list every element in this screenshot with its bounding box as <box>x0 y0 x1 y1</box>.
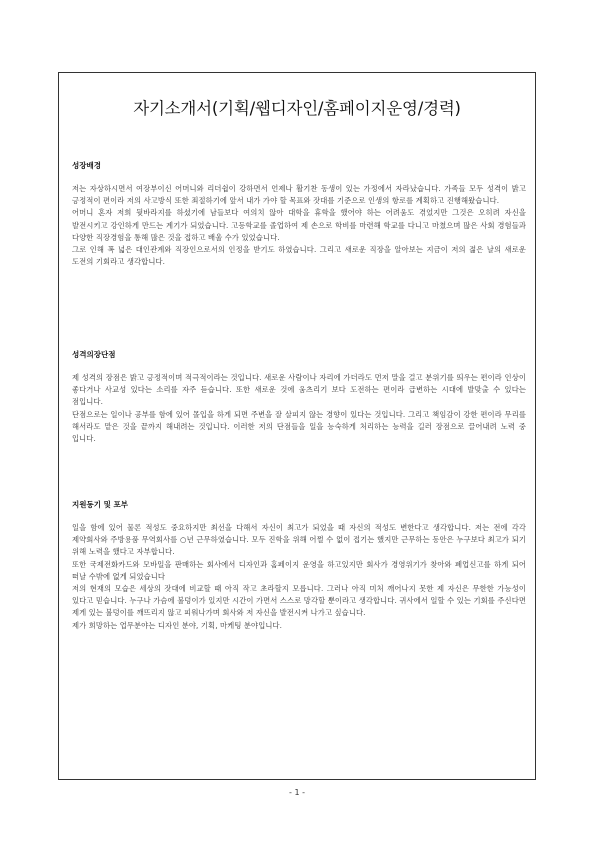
section-heading: 지원동기 및 포부 <box>72 500 128 509</box>
section-growth-background <box>72 160 526 268</box>
paragraph: 어머니 혼자 저희 뒷바라지를 하셨기에 남들보다 여의치 않아 대학을 휴학을 했어야 하는 어려움도 겪었지만 그것은 오히려 자신을 발전시키고 강인하게 만드는 계기가 되었습니다. 고등학교를 졸업하여 제 손으로 학비를 마련해 학교를 다니고 마쳤으며 많은 사회 경험들과 다양한 직장경험을 통해 많은 것을 접하고 배울 수가 있었습니다. <box>72 208 526 242</box>
section-heading: 성격의장단점 <box>72 350 116 359</box>
paragraph: 일을 함에 있어 물론 적성도 중요하지만 최선을 다해서 자신이 최고가 되었을 때 자신의 적성도 변한다고 생각합니다. 저는 전에 각각 제약회사와 주방용품 무역회사를 ○년 근무하였습니다. 모두 진학을 위해 어쩔 수 없이 접기는 했지만 근무하는 동안은 누구보다 최고가 되기 위해 노력을 했다고 자부합니다. <box>72 523 526 557</box>
paragraph: 또한 국제전화카드와 모바일을 판매하는 회사에서 디자인과 홈페이지 운영을 하고있지만 회사가 경영위기가 찾아와 폐업신고를 하게 되어 떠날 수밖에 없게 되었습니다 <box>72 559 526 581</box>
paragraph: 그로 인해 폭 넓은 대인관계와 직장인으로서의 인정을 받기도 하였습니다. 그리고 새로운 직장을 알아보는 지금이 저의 젊은 날의 새로운 도전의 기회라고 생각합니다. <box>72 245 526 267</box>
section-motivation <box>72 499 526 632</box>
paragraph: 제 성격의 장점은 밝고 긍정적이며 적극적이라는 것입니다. 새로운 사람이나 자리에 가더라도 먼저 말을 걸고 분위기를 띄우는 편이라 인상이 좋다거나 사교성 있다는 소리를 자주 듣습니다. 또한 새로운 것에 움츠리기 보다 도전하는 편이라 급변하는 시대에 발맞출 수 있다는 점입니다. <box>72 373 526 407</box>
section-personality <box>72 349 526 445</box>
page-number: - 1 - <box>289 788 305 797</box>
paragraph: 저는 자상하시면서 여장부이신 어머니와 리더쉽이 강하면서 언제나 활기찬 동생이 있는 가정에서 자라났습니다. 가족들 모두 성격이 밝고 긍정적이 편이라 저의 사고방식 또한 죄절하기에 앞서 내가 가야 할 목표와 잣대를 기준으로 인생의 항로를 계획하고 진행해왔습니다. <box>72 184 526 206</box>
paragraph: 제가 희망하는 업무분야는 디자인 분야, 기획, 마케팅 분야입니다. <box>72 620 283 630</box>
section-heading: 성장배경 <box>72 161 101 170</box>
paragraph: 단점으로는 일이나 공부를 함에 있어 몰입을 하게 되면 주변을 잘 살피지 않는 경향이 있다는 것입니다. 그리고 책임감이 강한 편이라 무리를 해서라도 맡은 것을 끝까지 해내려는 것입니다. 이러한 저의 단점들을 일을 능숙하게 처리하는 능력을 길러 장점으로 끌어내려 노력 중 입니다. <box>72 409 526 444</box>
document-title: 자기소개서(기획/웹디자인/홈페이지운영/경력) <box>133 99 461 118</box>
paragraph: 저의 현재의 모습은 세상의 잣대에 비교할 때 아직 작고 초라할지 모릅니다. 그러나 아직 미처 깨어나지 못한 제 자신은 무한한 가능성이 있다고 믿습니다. 누구나 가슴에 불덩이가 있지만 시간이 가면서 스스로 망각할 뿐이라고 생각합니다. 귀사에서 일할 수 있는 기회를 주신다면 제게 있는 불덩이를 깨뜨리지 않고 피워나가며 회사와 저 자신을 발전시켜 나가고 싶습니다. <box>72 584 526 618</box>
